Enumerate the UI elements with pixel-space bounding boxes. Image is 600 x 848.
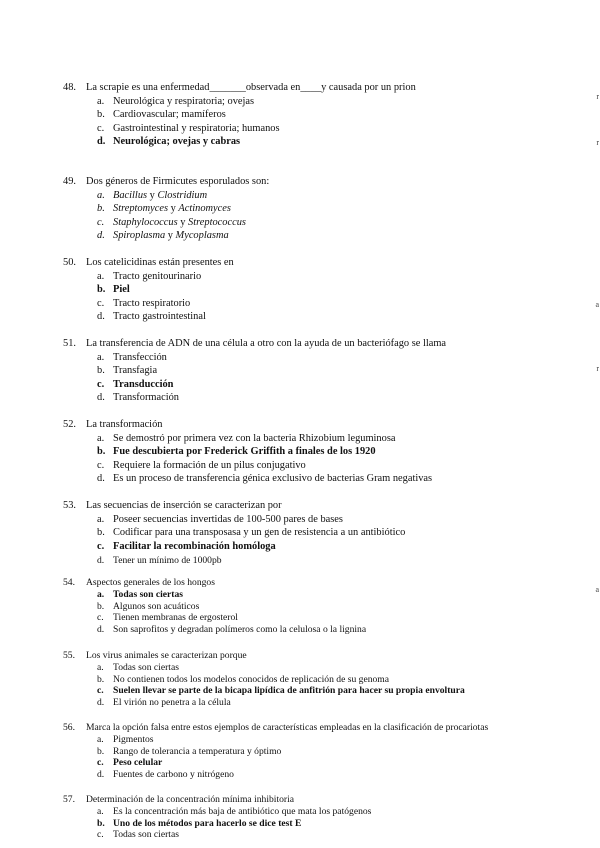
item-text: Streptomyces — [113, 203, 169, 214]
option-b — [97, 364, 157, 377]
option-b — [97, 108, 226, 121]
item-text: Rango de tolerancia a temperatura y óptimo — [113, 745, 282, 757]
item-number: c. — [97, 540, 105, 552]
item-number: 48. — [63, 82, 76, 93]
option-a — [97, 270, 201, 283]
item-text: Codificar para una transposasa y un gen de resistencia a un antibiótico — [113, 527, 406, 538]
item-number: d. — [97, 554, 105, 566]
item-text: Spiroplasma — [113, 230, 166, 241]
option-c — [97, 829, 179, 841]
option-c — [97, 459, 306, 472]
item-number: d. — [97, 473, 105, 484]
item-number: a. — [97, 270, 105, 282]
item-number: c. — [97, 216, 105, 228]
option-a — [97, 351, 167, 364]
item-number: c. — [97, 685, 104, 697]
question-stem — [63, 175, 269, 188]
item-text: Todas son ciertas — [113, 661, 179, 673]
item-number: a. — [97, 432, 105, 444]
item-text: Clostridium — [157, 189, 208, 201]
item-number: b. — [97, 600, 105, 612]
item-text: Facilitar la recombinación homóloga — [113, 540, 276, 552]
question-stem — [63, 256, 234, 269]
option-d — [97, 391, 179, 404]
item-text: Fue descubierta por Frederick Griffith a finales de los 1920 — [113, 446, 376, 457]
item-text: El virión no penetra a la célula — [113, 697, 231, 709]
question-stem — [63, 81, 416, 94]
item-text: Es la concentración más baja de antibiótico que mata los patógenos — [113, 805, 372, 817]
option-b — [97, 674, 389, 686]
item-text: La transferencia de ADN de una célula a otro con la ayuda de un bacteriófago se llama — [86, 338, 447, 349]
question-stem — [63, 499, 282, 512]
option-d — [97, 769, 234, 781]
edge-mark: a — [595, 585, 599, 594]
item-number: a. — [97, 588, 105, 600]
item-number: 51. — [63, 338, 76, 349]
item-text: Poseer secuencias invertidas de 100-500 pares de bases — [113, 513, 343, 525]
edge-mark: r — [596, 138, 599, 147]
item-text: Dos géneros de Firmicutes esporulados son: — [86, 176, 270, 187]
question-stem — [63, 577, 215, 589]
item-text: Aspectos generales de los hongos — [86, 577, 215, 588]
item-number: 56. — [63, 722, 75, 733]
item-text: Streptococcus — [188, 216, 246, 228]
option-c-correct — [97, 757, 162, 769]
item-number: b. — [97, 446, 106, 457]
item-number: c. — [97, 612, 104, 624]
item-number: 50. — [63, 257, 76, 268]
item-text: No contienen todos los modelos conocidos de replicación de su genoma — [113, 673, 390, 685]
item-text: Staphylococcus — [113, 216, 178, 228]
item-number: b. — [97, 817, 105, 829]
item-text: Tracto respiratorio — [113, 297, 191, 309]
item-text: Neurológica; ovejas y cabras — [113, 136, 241, 147]
option-a-correct — [97, 589, 183, 601]
item-number: 54. — [63, 577, 75, 588]
option-d — [97, 310, 206, 323]
edge-mark: r — [596, 92, 599, 101]
item-number: c. — [97, 297, 105, 309]
item-text: y — [177, 216, 189, 228]
item-number: b. — [97, 109, 105, 120]
option-c — [97, 297, 190, 310]
item-text: Bacillus — [113, 189, 148, 201]
option-a — [97, 432, 395, 445]
option-b — [97, 202, 231, 215]
item-text: y — [165, 230, 176, 241]
item-text: Los virus animales se caracterizan porque — [86, 650, 247, 661]
item-number: c. — [97, 829, 104, 841]
item-number: 49. — [63, 176, 76, 187]
option-b-correct — [97, 445, 376, 458]
item-text: Son saprofitos y degradan polímeros como la celulosa o la lignina — [113, 624, 367, 636]
question-stem — [63, 418, 162, 431]
item-number: c. — [97, 757, 104, 769]
item-text: Tener un mínimo de 1000pb — [113, 554, 222, 566]
item-text: Neurológica y respiratoria; ovejas — [113, 95, 255, 107]
item-number: b. — [97, 284, 106, 295]
item-number: a. — [97, 661, 104, 673]
option-c-correct — [97, 685, 465, 697]
item-text: Cardiovascular; mamíferos — [113, 109, 226, 120]
item-number: d. — [97, 769, 105, 781]
option-c-correct — [97, 540, 276, 553]
item-text: Fuentes de carbono y nitrógeno — [113, 769, 234, 781]
item-text: Uno de los métodos para hacerlo se dice test E — [113, 817, 302, 829]
option-d — [97, 472, 432, 485]
item-text: Pigmentos — [113, 733, 154, 745]
item-text: y — [147, 189, 158, 201]
option-a — [97, 95, 254, 108]
item-number: c. — [97, 459, 105, 471]
option-c — [97, 216, 246, 229]
item-number: d. — [97, 624, 105, 636]
option-a — [97, 513, 343, 526]
item-text: Tracto genitourinario — [113, 270, 202, 282]
option-a — [97, 189, 207, 202]
edge-mark: r — [596, 364, 599, 373]
item-number: 55. — [63, 650, 75, 661]
item-number: d. — [97, 136, 106, 147]
item-text: Actinomyces — [178, 203, 231, 214]
option-c — [97, 122, 280, 135]
item-text: Los catelicidinas están presentes en — [86, 257, 234, 268]
item-text: Las secuencias de inserción se caracterizan por — [86, 500, 282, 511]
item-number: b. — [97, 527, 105, 538]
item-text: Transducción — [113, 378, 174, 390]
item-text: Mycoplasma — [175, 230, 229, 241]
item-number: a. — [97, 189, 105, 201]
item-number: a. — [97, 351, 105, 363]
item-text: Peso celular — [113, 757, 163, 769]
option-a — [97, 662, 179, 674]
item-text: Es un proceso de transferencia génica exclusivo de bacterias Gram negativas — [113, 473, 433, 484]
option-a — [97, 734, 154, 746]
question-stem — [63, 337, 446, 350]
item-number: b. — [97, 745, 105, 757]
option-c-correct — [97, 378, 173, 391]
option-d — [97, 229, 229, 242]
item-number: c. — [97, 122, 105, 134]
item-number: a. — [97, 95, 105, 107]
option-d — [97, 697, 231, 709]
item-text: Marca la opción falsa entre estos ejemplos de características empleadas en la clasificación de procariotas — [86, 722, 489, 733]
item-text: Suelen llevar se parte de la bicapa lipídica de anfitrión para hacer su propia envoltura — [113, 685, 465, 697]
item-text: Requiere la formación de un pilus conjugativo — [113, 459, 306, 471]
item-text: Piel — [113, 284, 130, 295]
option-d-correct — [97, 135, 240, 148]
item-number: 53. — [63, 500, 76, 511]
item-text: Se demostró por primera vez con la bacteria Rhizobium leguminosa — [113, 432, 396, 444]
question-stem — [63, 794, 294, 806]
option-d — [97, 624, 366, 636]
item-number: 52. — [63, 419, 76, 430]
item-text: La scrapie es una enfermedad_______observada en____y causada por un prion — [86, 82, 416, 93]
item-number: b. — [97, 365, 105, 376]
item-number: d. — [97, 311, 105, 322]
question-stem — [63, 722, 488, 734]
item-number: a. — [97, 513, 105, 525]
item-number: c. — [97, 378, 105, 390]
item-number: a. — [97, 805, 104, 817]
option-b — [97, 746, 281, 758]
item-text: Todas son ciertas — [113, 829, 179, 841]
item-text: Transformación — [113, 392, 179, 403]
item-number: 57. — [63, 794, 75, 805]
item-number: a. — [97, 733, 104, 745]
item-number: b. — [97, 673, 105, 685]
question-stem — [63, 650, 247, 662]
option-a — [97, 806, 371, 818]
item-text: Todas son ciertas — [113, 588, 184, 600]
item-text: Transfagia — [113, 365, 158, 376]
edge-mark: a — [595, 300, 599, 309]
item-number: b. — [97, 203, 105, 214]
item-text: La transformación — [86, 419, 163, 430]
item-number: d. — [97, 392, 105, 403]
item-text: Determinación de la concentración mínima inhibitoria — [86, 794, 295, 805]
option-b-correct — [97, 818, 301, 830]
item-text: Tienen membranas de ergosterol — [113, 612, 238, 624]
option-b — [97, 526, 405, 539]
option-b — [97, 601, 199, 613]
item-text: Transfección — [113, 351, 167, 363]
item-text: y — [168, 203, 179, 214]
item-text: Tracto gastrointestinal — [113, 311, 206, 322]
option-c — [97, 612, 238, 624]
item-number: d. — [97, 230, 105, 241]
item-text: Gastrointestinal y respiratoria; humanos — [113, 122, 280, 134]
item-text: Algunos son acuáticos — [113, 600, 200, 612]
option-d — [97, 555, 222, 567]
option-b-correct — [97, 283, 130, 296]
item-number: d. — [97, 697, 105, 709]
